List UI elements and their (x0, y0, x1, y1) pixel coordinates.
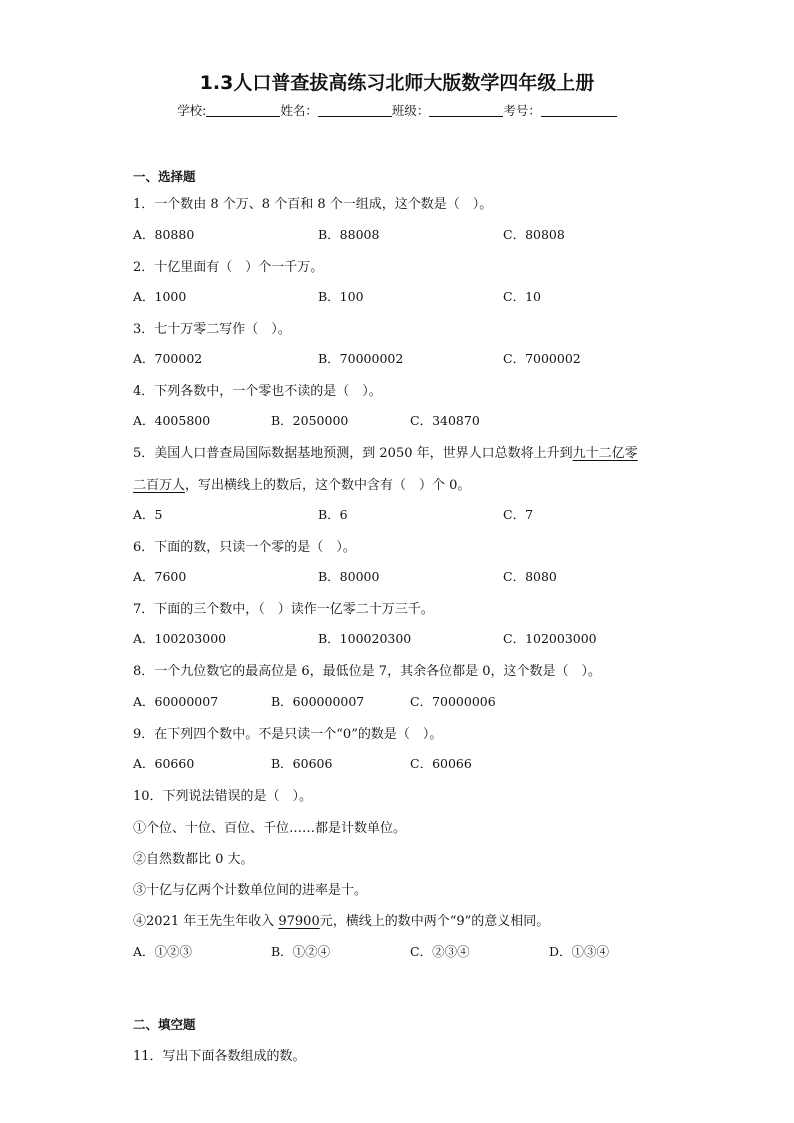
q1-option-c[interactable]: C．80808 (503, 227, 565, 242)
class-label: 班级： (391, 103, 430, 118)
question-9: 9．在下列四个数中。不是只读一个“0”的数是（ ）。 (133, 727, 443, 742)
q9-option-c[interactable]: C．60066 (410, 756, 472, 771)
school-label: 学校: (177, 103, 207, 118)
q10-statement-1: ①个位、十位、百位、千位……都是计数单位。 (133, 821, 407, 836)
question-2: 2．十亿里面有（ ）个一千万。 (133, 260, 324, 275)
q7-option-c[interactable]: C．102003000 (503, 631, 597, 646)
question-1: 1．一个数由 8 个万、8 个百和 8 个一组成，这个数是（ ）。 (133, 197, 493, 212)
q6-option-c[interactable]: C．8080 (503, 569, 557, 584)
question-3: 3．七十万零二写作（ ）。 (133, 322, 291, 337)
q5-option-a[interactable]: A．5 (133, 507, 163, 522)
q8-option-c[interactable]: C．70000006 (410, 694, 496, 709)
q9-option-a[interactable]: A．60660 (133, 756, 195, 771)
q10-option-b[interactable]: B．①②④ (271, 944, 331, 959)
page-title: 1.3人口普查拔高练习北师大版数学四年级上册 (199, 72, 595, 94)
q6-option-a[interactable]: A．7600 (133, 569, 187, 584)
q9-option-b[interactable]: B．60606 (271, 756, 333, 771)
q5-underlined-2: 二百万人 (133, 478, 186, 493)
q2-option-a[interactable]: A．1000 (133, 289, 187, 304)
question-6: 6．下面的数，只读一个零的是（ ）。 (133, 540, 356, 555)
q8-option-a[interactable]: A．60000007 (133, 694, 219, 709)
school-blank[interactable] (206, 103, 280, 117)
q4-option-c[interactable]: C．340870 (410, 413, 480, 428)
q5-option-b[interactable]: B．6 (318, 507, 348, 522)
question-8: 8．一个九位数它的最高位是 6，最低位是 7，其余各位都是 0，这个数是（ ）。 (133, 664, 601, 679)
q5-option-c[interactable]: C．7 (503, 507, 534, 522)
q10-s4-part-1: ④2021 年王先生年收入 (133, 914, 279, 929)
q8-option-b[interactable]: B．600000007 (271, 694, 365, 709)
question-10: 10．下列说法错误的是（ ）。 (133, 789, 313, 804)
name-blank[interactable] (318, 103, 392, 117)
q5-underlined-1: 九十二亿零 (572, 446, 638, 461)
class-blank[interactable] (429, 103, 503, 117)
q4-option-b[interactable]: B．2050000 (271, 413, 349, 428)
exam-number-blank[interactable] (541, 103, 617, 117)
q3-option-b[interactable]: B．70000002 (318, 351, 404, 366)
q10-statement-3: ③十亿与亿两个计数单位间的进率是十。 (133, 883, 368, 898)
q1-option-b[interactable]: B．88008 (318, 227, 380, 242)
q10-option-d[interactable]: D．①③④ (549, 944, 610, 959)
question-4: 4．下列各数中，一个零也不读的是（ ）。 (133, 384, 382, 399)
question-11: 11．写出下面各数组成的数。 (133, 1049, 306, 1064)
q3-option-a[interactable]: A．700002 (133, 351, 203, 366)
q10-statement-4 (133, 910, 549, 929)
q10-s4-underlined: 97900 (278, 914, 320, 929)
exam-number-label: 考号： (503, 103, 541, 118)
q5-stem-part-1: 5．美国人口普查局国际数据基地预测，到 2050 年，世界人口总数将上升到 (133, 446, 573, 461)
section-heading-fill-blank: 二、填空题 (133, 1017, 196, 1032)
q10-option-a[interactable]: A．①②③ (133, 944, 193, 959)
question-5-line-2 (133, 474, 470, 493)
q7-option-a[interactable]: A．100203000 (133, 631, 227, 646)
name-label: 姓名： (280, 103, 318, 118)
q2-option-c[interactable]: C．10 (503, 289, 541, 304)
q10-s4-part-2: 元，横线上的数中两个“9”的意义相同。 (319, 914, 550, 929)
q6-option-b[interactable]: B．80000 (318, 569, 380, 584)
q3-option-c[interactable]: C．7000002 (503, 351, 581, 366)
section-heading-choice: 一、选择题 (133, 169, 196, 184)
q10-option-c[interactable]: C．②③④ (410, 944, 470, 959)
q4-option-a[interactable]: A．4005800 (133, 413, 211, 428)
question-7: 7．下面的三个数中，（ ）读作一亿零二十万三千。 (133, 602, 434, 617)
q7-option-b[interactable]: B．100020300 (318, 631, 412, 646)
student-info-line (0, 101, 794, 119)
q10-statement-2: ②自然数都比 0 大。 (133, 852, 254, 867)
q1-option-a[interactable]: A．80880 (133, 227, 195, 242)
question-5-line-1 (133, 442, 638, 461)
q2-option-b[interactable]: B．100 (318, 289, 364, 304)
q5-stem-part-2: ，写出横线上的数后，这个数中含有（ ）个 0。 (185, 478, 471, 493)
